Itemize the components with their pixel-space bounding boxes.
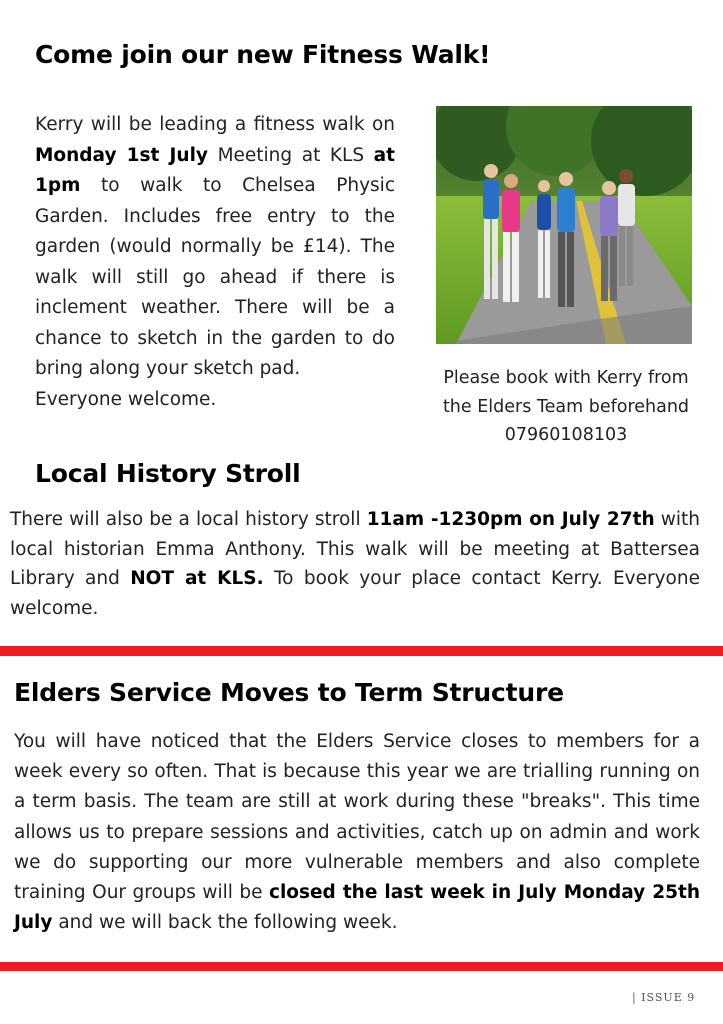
fitness-walk-text-3: to walk to Chelsea Physic Garden. Includes free entry to the garden (would normally be £14). The walk will still go ahead if there is inclement weather. There will be a chance to sketch in the garden to do bring along your sketch pad.	[35, 175, 395, 379]
fitness-walk-welcome: Everyone welcome.	[35, 388, 217, 410]
booking-phone-number: 07960108103	[504, 425, 628, 445]
fitness-walk-text-2: Meeting at KLS	[207, 144, 374, 166]
term-structure-text-2: and we will back the following week.	[52, 912, 398, 934]
history-stroll-text	[10, 505, 700, 623]
history-stroll-not-kls: NOT at KLS.	[130, 568, 264, 589]
fitness-walk-text-1: Kerry will be leading a fitness walk on	[35, 114, 395, 135]
booking-caption-line-2: the Elders Team beforehand	[442, 396, 690, 417]
booking-caption-line-1: Please book with Kerry from	[443, 368, 689, 388]
booking-caption	[420, 364, 712, 450]
term-structure-closure: closed the last week in July Monday 25th July	[14, 882, 700, 934]
term-structure-title: Elders Service Moves to Term Structure	[14, 678, 564, 707]
history-stroll-text-3: To book your place contact Kerry. Everyone welcome.	[10, 568, 700, 619]
history-stroll-text-2: with local historian Emma Anthony. This walk will be meeting at Battersea Library and	[10, 509, 700, 589]
term-structure-text-1: You will have noticed that the Elders Service closes to members for a week every so often. That is because this year we are trialling running on a term basis. The team are still at work during these "breaks". This time allows us to prepare sessions and activities, catch up on admin and work we do supporting our more vulnerable members and also complete training Our groups will be	[14, 731, 700, 904]
issue-label: | ISSUE 9	[632, 991, 696, 1004]
fitness-walk-date: Monday 1st July	[35, 144, 208, 166]
history-stroll-time: 11am -1230pm on July 27th	[366, 509, 655, 530]
history-stroll-text-1: There will also be a local history stroll	[10, 509, 367, 530]
fitness-walk-time: at 1pm	[35, 144, 395, 196]
fitness-walk-text	[35, 110, 395, 415]
fitness-walk-title: Come join our new Fitness Walk!	[35, 40, 491, 69]
term-structure-text	[14, 727, 700, 938]
walking-group-photo	[436, 106, 692, 344]
history-stroll-title: Local History Stroll	[35, 459, 301, 488]
section-divider-bottom	[0, 962, 723, 971]
section-divider-top	[0, 646, 723, 656]
